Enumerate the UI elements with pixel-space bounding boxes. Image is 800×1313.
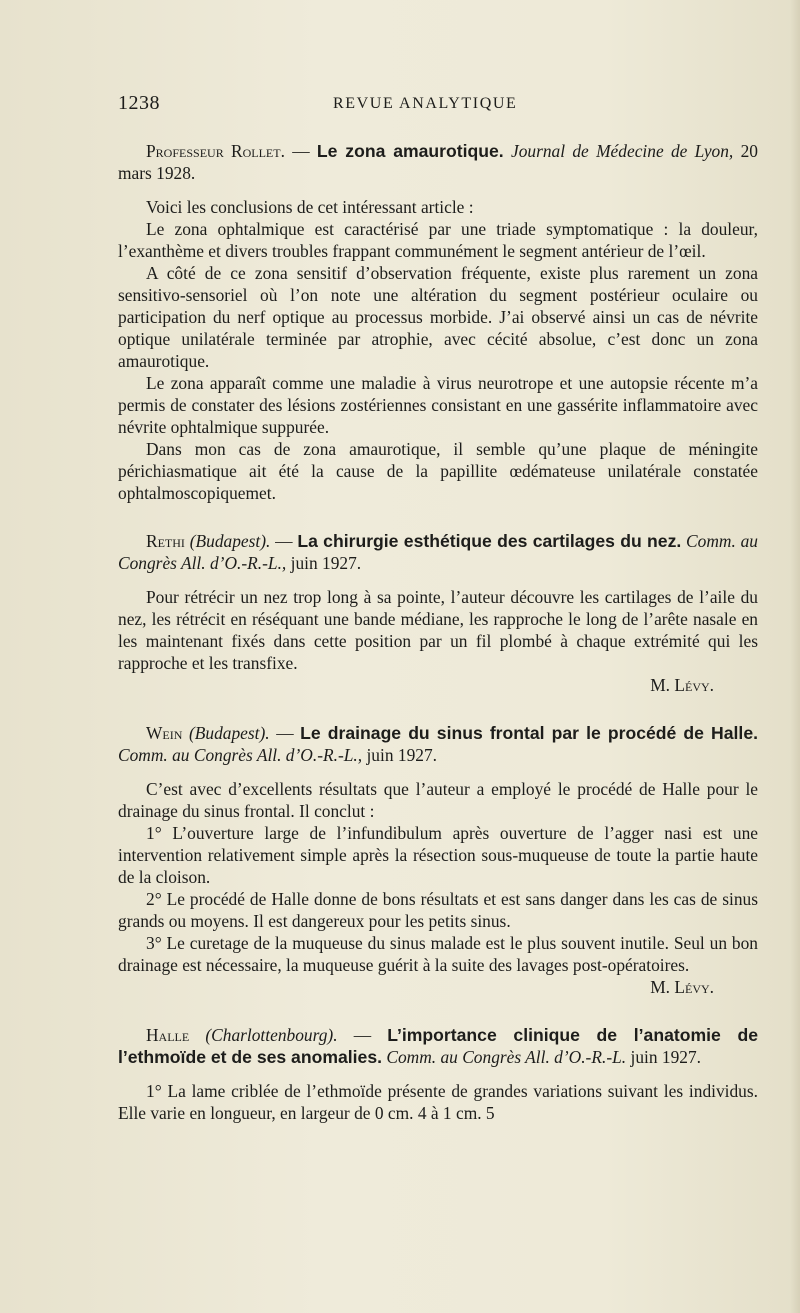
paragraph: C’est avec d’excellents résultats que l’auteur a employé le procédé de Halle pour le drainage du sinus frontal. Il conclut :: [118, 779, 758, 821]
signature: [118, 674, 758, 696]
article-date: juin 1927.: [626, 1047, 702, 1067]
article-venue: Comm. au Congrès All. d’O.-R.-L.: [382, 1047, 627, 1067]
running-title: REVUE ANALYTIQUE: [333, 95, 518, 112]
article-title: Le zona amaurotique.: [316, 141, 504, 161]
paragraph: Le zona apparaît comme une maladie à virus neurotrope et une autopsie récente m’a permis de constater des lésions zostériennes consistant en une gassérite inflammatoire avec névrite ophtalmique suppurée.: [118, 373, 758, 437]
paragraph: 1° L’ouverture large de l’infundibulum après ouverture de l’agger nasi est une intervention relativement simple après la résection sous-muqueuse de toute la partie haute de la cloison.: [118, 823, 758, 887]
article-rollet: [118, 140, 758, 504]
paragraph: 2° Le procédé de Halle donne de bons résultats et est sans danger dans les cas de sinus grands ou moyens. Il est dangereux pour les petits sinus.: [118, 889, 758, 931]
signature-text: M. Lévy.: [650, 675, 714, 695]
article-author: Halle: [146, 1025, 190, 1045]
paragraph: A côté de ce zona sensitif d’observation fréquente, existe plus rarement un zona sensitivo-sensoriel où l’on note une altération du segment postérieur oculaire ou participation du nerf optique au processus morbide. J’ai observé ainsi un cas de névrite optique unilatérale terminée par atrophie, avec cécité absolue, c’est donc un zona amaurotique.: [118, 263, 758, 371]
page-edge-shadow: [790, 0, 800, 1313]
article-date: 20 mars 1928.: [118, 141, 758, 183]
paragraph: Le zona ophtalmique est caractérisé par une triade symptomatique : la douleur, l’exanthème et divers troubles frappant communément le segment antérieur de l’œil.: [118, 219, 758, 261]
heading-dash: —: [270, 531, 298, 551]
article-place: (Budapest).: [182, 723, 270, 743]
heading-dash: —: [269, 723, 301, 743]
article-title: La chirurgie esthétique des cartilages du nez.: [297, 531, 682, 551]
article-venue: Journal de Médecine de Lyon,: [510, 141, 734, 161]
heading-dash: —: [337, 1025, 388, 1045]
article-venue: Comm. au Congrès All. d’O.-R.-L.,: [118, 531, 758, 573]
signature: [118, 976, 758, 998]
article-heading: [118, 140, 758, 184]
article-rethi: [118, 530, 758, 696]
article-place: (Budapest).: [184, 531, 271, 551]
heading-dash: —: [284, 141, 317, 161]
article-author: Rethi: [146, 531, 185, 551]
article-title: Le drainage du sinus frontal par le procédé de Halle.: [300, 723, 758, 743]
article-date: juin 1927.: [362, 745, 438, 765]
paragraph: 3° Le curetage de la muqueuse du sinus malade est le plus souvent inutile. Seul un bon drainage est nécessaire, la muqueuse guérit à la suite des lavages post-opératoires.: [118, 933, 758, 975]
paragraph: Pour rétrécir un nez trop long à sa pointe, l’auteur découvre les cartilages de l’aile du nez, les rétrécit en réséquant une bande médiane, les rapproche le long de l’arête nasale en les maintenant fixés dans cette position par un fil plombé à chaque extrémité qui les rapproche et les transfixe.: [118, 587, 758, 673]
paragraph: Voici les conclusions de cet intéressant article :: [146, 197, 474, 217]
article-venue: Comm. au Congrès All. d’O.-R.-L.,: [118, 745, 363, 765]
article-date: juin 1927.: [286, 553, 362, 573]
page-header: [118, 92, 758, 116]
page-content: [118, 140, 758, 1124]
article-place: (Charlottenbourg).: [189, 1025, 338, 1045]
article-heading: [118, 722, 758, 766]
article-wein: [118, 722, 758, 998]
article-title: L’importance clinique de l’anatomie de l’ethmoïde et de ses anomalies.: [118, 1025, 758, 1067]
paragraph: 1° La lame criblée de l’ethmoïde présente de grandes variations suivant les individus. Elle varie en longueur, en largeur de 0 cm. 4 à 1 cm. 5: [118, 1081, 758, 1123]
paragraph: Dans mon cas de zona amaurotique, il semble qu’une plaque de méningite périchiasmatique ait été la cause de la papillite œdémateuse unilatérale constatée ophtalmoscopiquemet.: [118, 439, 758, 503]
article-heading: [118, 1024, 758, 1068]
page-number: 1238: [118, 92, 160, 114]
signature-text: M. Lévy.: [650, 977, 714, 997]
article-heading: [118, 530, 758, 574]
article-halle: [118, 1024, 758, 1124]
article-author: Professeur Rollet.: [146, 141, 285, 161]
article-author: Wein: [146, 723, 183, 743]
